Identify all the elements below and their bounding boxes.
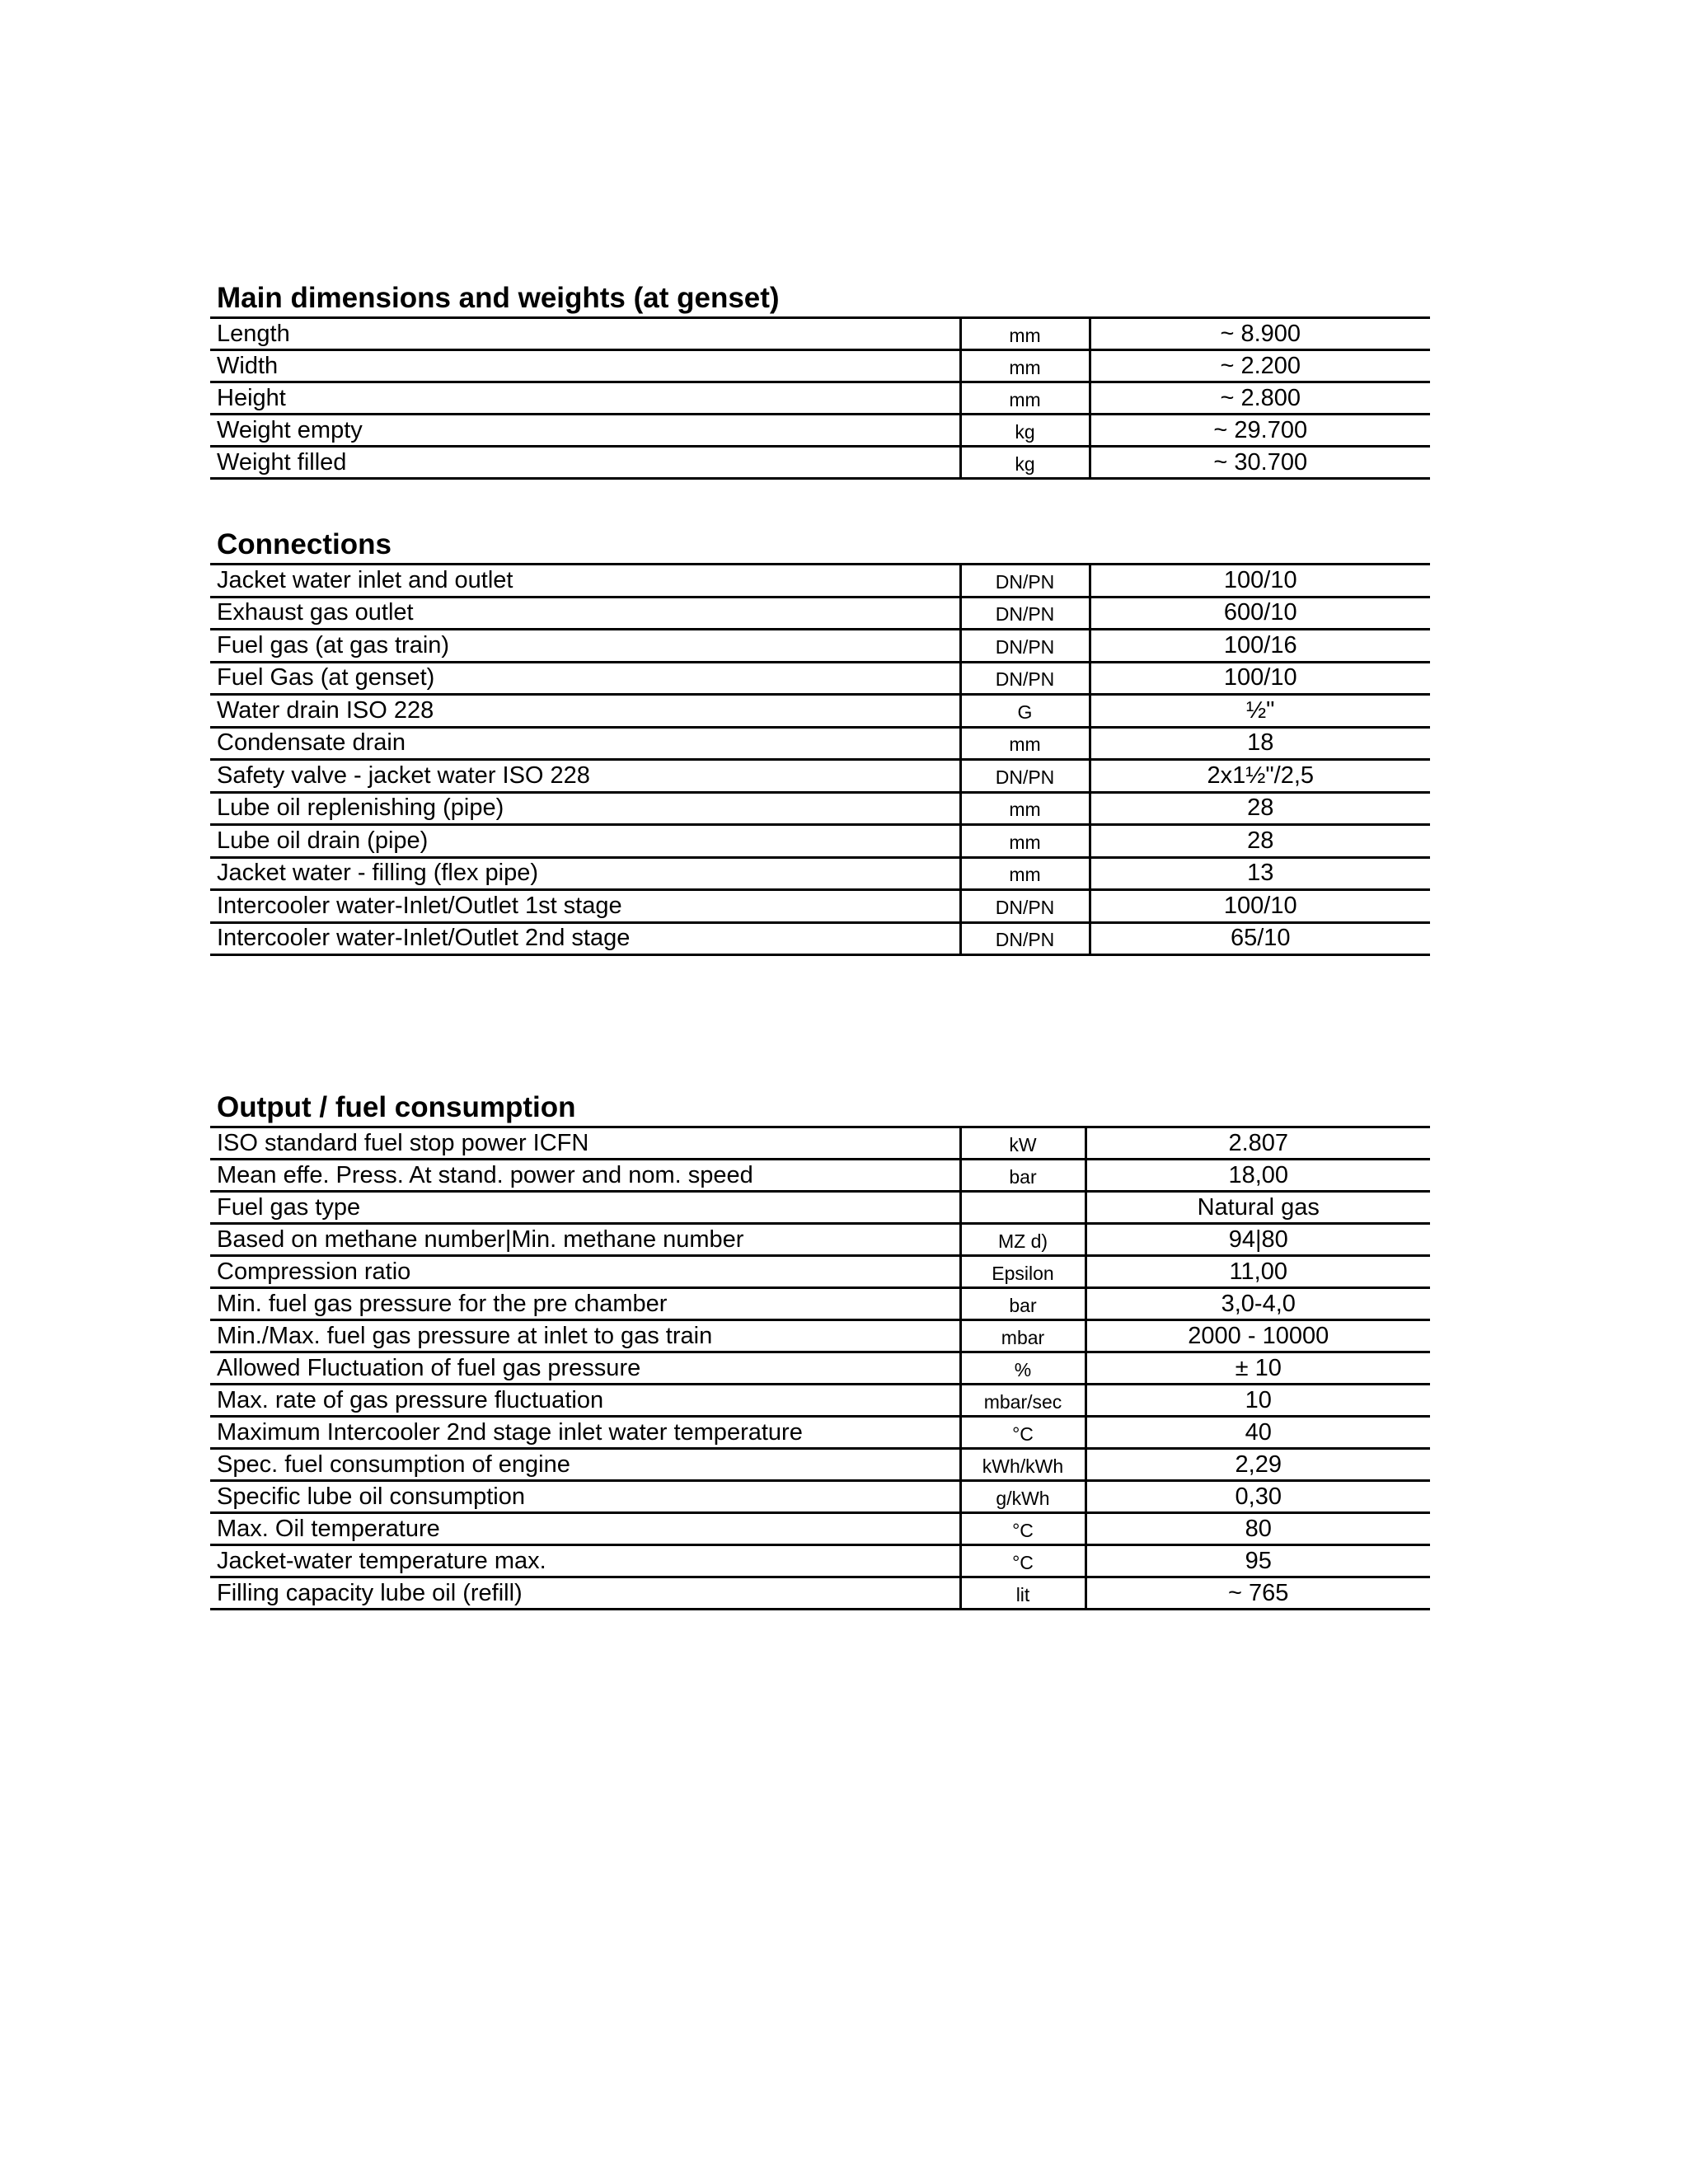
row-label: Width	[210, 350, 960, 382]
row-unit: mm	[960, 792, 1090, 825]
row-label: ISO standard fuel stop power ICFN	[210, 1127, 960, 1160]
spec-table	[210, 1126, 1430, 1610]
row-value: 100/10	[1090, 662, 1430, 695]
row-value: Natural gas	[1085, 1192, 1430, 1224]
row-unit: DN/PN	[960, 630, 1090, 663]
table-row	[210, 1160, 1430, 1192]
row-value: 100/10	[1090, 890, 1430, 923]
row-unit: mm	[960, 318, 1090, 350]
row-value: 0,30	[1085, 1481, 1430, 1513]
section-title: Output / fuel consumption	[217, 1091, 576, 1123]
row-label: Jacket-water temperature max.	[210, 1545, 960, 1577]
table-row	[210, 662, 1430, 695]
row-label: Fuel Gas (at genset)	[210, 662, 960, 695]
row-value: ~ 765	[1085, 1577, 1430, 1610]
row-label: Weight empty	[210, 415, 960, 447]
table-row	[210, 1127, 1430, 1160]
row-unit: DN/PN	[960, 597, 1090, 630]
row-value: ± 10	[1085, 1352, 1430, 1385]
row-value: 3,0-4,0	[1085, 1288, 1430, 1320]
row-label: Intercooler water-Inlet/Outlet 1st stage	[210, 890, 960, 923]
table-row	[210, 760, 1430, 793]
table-row	[210, 1577, 1430, 1610]
row-unit: bar	[960, 1288, 1085, 1320]
table-row	[210, 447, 1430, 479]
row-value: 11,00	[1085, 1256, 1430, 1288]
row-label: Mean effe. Press. At stand. power and nom. speed	[210, 1160, 960, 1192]
table-row	[210, 1288, 1430, 1320]
row-unit: mm	[960, 382, 1090, 415]
row-unit: DN/PN	[960, 565, 1090, 598]
row-label: Lube oil drain (pipe)	[210, 825, 960, 858]
row-unit: kg	[960, 415, 1090, 447]
row-label: Allowed Fluctuation of fuel gas pressure	[210, 1352, 960, 1385]
row-value: ~ 29.700	[1090, 415, 1430, 447]
row-unit: DN/PN	[960, 922, 1090, 955]
table-row	[210, 1417, 1430, 1449]
row-value: 10	[1085, 1385, 1430, 1417]
row-label: Maximum Intercooler 2nd stage inlet water temperature	[210, 1417, 960, 1449]
table-row	[210, 695, 1430, 728]
row-value: 2000 - 10000	[1085, 1320, 1430, 1352]
row-unit: kW	[960, 1127, 1085, 1160]
row-label: Jacket water - filling (flex pipe)	[210, 857, 960, 890]
table-row	[210, 1513, 1430, 1545]
table-row	[210, 1192, 1430, 1224]
row-unit: mbar	[960, 1320, 1085, 1352]
row-unit: MZ d)	[960, 1224, 1085, 1256]
table-row	[210, 1224, 1430, 1256]
table-row	[210, 1449, 1430, 1481]
row-label: Jacket water inlet and outlet	[210, 565, 960, 598]
row-value: 28	[1090, 792, 1430, 825]
section-title: Connections	[217, 528, 392, 560]
row-value: 100/16	[1090, 630, 1430, 663]
row-value: 600/10	[1090, 597, 1430, 630]
row-label: Water drain ISO 228	[210, 695, 960, 728]
row-value: ~ 2.200	[1090, 350, 1430, 382]
row-value: 2.807	[1085, 1127, 1430, 1160]
row-unit: DN/PN	[960, 890, 1090, 923]
table-row	[210, 565, 1430, 598]
table-row	[210, 1256, 1430, 1288]
section-output-fuel-consumption	[210, 1090, 1430, 1610]
row-value: 95	[1085, 1545, 1430, 1577]
table-row	[210, 825, 1430, 858]
row-value: 100/10	[1090, 565, 1430, 598]
row-label: Length	[210, 318, 960, 350]
row-unit: DN/PN	[960, 662, 1090, 695]
table-row	[210, 890, 1430, 923]
row-label: Max. Oil temperature	[210, 1513, 960, 1545]
row-label: Specific lube oil consumption	[210, 1481, 960, 1513]
row-unit: °C	[960, 1513, 1085, 1545]
table-row	[210, 630, 1430, 663]
row-label: Filling capacity lube oil (refill)	[210, 1577, 960, 1610]
row-value: ½"	[1090, 695, 1430, 728]
row-value: 2,29	[1085, 1449, 1430, 1481]
row-label: Safety valve - jacket water ISO 228	[210, 760, 960, 793]
row-label: Based on methane number|Min. methane number	[210, 1224, 960, 1256]
table-row	[210, 415, 1430, 447]
table-row	[210, 922, 1430, 955]
row-unit: mm	[960, 727, 1090, 760]
row-unit: kg	[960, 447, 1090, 479]
table-row	[210, 597, 1430, 630]
row-value: 18,00	[1085, 1160, 1430, 1192]
row-unit: %	[960, 1352, 1085, 1385]
row-unit: mbar/sec	[960, 1385, 1085, 1417]
row-label: Fuel gas type	[210, 1192, 960, 1224]
row-unit: g/kWh	[960, 1481, 1085, 1513]
table-row	[210, 1385, 1430, 1417]
spec-table	[210, 316, 1430, 480]
row-unit: mm	[960, 857, 1090, 890]
row-value: 94|80	[1085, 1224, 1430, 1256]
spec-table	[210, 563, 1430, 956]
table-row	[210, 350, 1430, 382]
row-unit: kWh/kWh	[960, 1449, 1085, 1481]
row-value: 28	[1090, 825, 1430, 858]
row-value: ~ 30.700	[1090, 447, 1430, 479]
table-row	[210, 1481, 1430, 1513]
row-unit: DN/PN	[960, 760, 1090, 793]
row-unit: lit	[960, 1577, 1085, 1610]
row-unit: mm	[960, 825, 1090, 858]
row-value: 18	[1090, 727, 1430, 760]
row-unit: Epsilon	[960, 1256, 1085, 1288]
row-unit: °C	[960, 1417, 1085, 1449]
row-label: Fuel gas (at gas train)	[210, 630, 960, 663]
row-value: 65/10	[1090, 922, 1430, 955]
row-value: 2x1½"/2,5	[1090, 760, 1430, 793]
row-label: Lube oil replenishing (pipe)	[210, 792, 960, 825]
table-row	[210, 318, 1430, 350]
row-value: 13	[1090, 857, 1430, 890]
row-label: Weight filled	[210, 447, 960, 479]
row-label: Max. rate of gas pressure fluctuation	[210, 1385, 960, 1417]
section-title: Main dimensions and weights (at genset)	[217, 282, 780, 314]
table-row	[210, 727, 1430, 760]
table-row	[210, 382, 1430, 415]
row-unit: bar	[960, 1160, 1085, 1192]
row-unit: G	[960, 695, 1090, 728]
table-row	[210, 1320, 1430, 1352]
row-label: Min. fuel gas pressure for the pre chamber	[210, 1288, 960, 1320]
row-label: Intercooler water-Inlet/Outlet 2nd stage	[210, 922, 960, 955]
row-label: Height	[210, 382, 960, 415]
row-unit: mm	[960, 350, 1090, 382]
row-label: Spec. fuel consumption of engine	[210, 1449, 960, 1481]
section-connections	[210, 527, 1430, 956]
row-unit: °C	[960, 1545, 1085, 1577]
row-label: Compression ratio	[210, 1256, 960, 1288]
row-label: Condensate drain	[210, 727, 960, 760]
table-row	[210, 1545, 1430, 1577]
row-unit	[960, 1192, 1085, 1224]
row-label: Exhaust gas outlet	[210, 597, 960, 630]
section-main-dimensions	[210, 280, 1430, 480]
row-value: 80	[1085, 1513, 1430, 1545]
row-value: ~ 2.800	[1090, 382, 1430, 415]
table-row	[210, 792, 1430, 825]
row-value: ~ 8.900	[1090, 318, 1430, 350]
table-row	[210, 857, 1430, 890]
row-label: Min./Max. fuel gas pressure at inlet to gas train	[210, 1320, 960, 1352]
table-row	[210, 1352, 1430, 1385]
row-value: 40	[1085, 1417, 1430, 1449]
